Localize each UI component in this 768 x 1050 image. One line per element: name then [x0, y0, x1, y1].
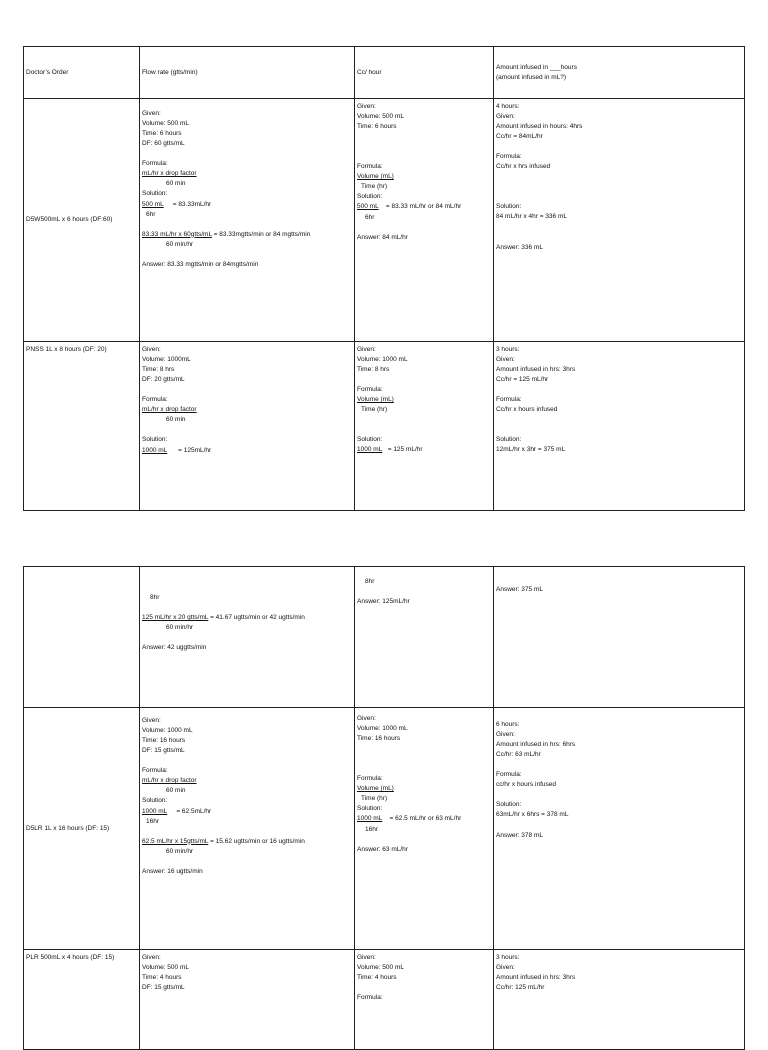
amount-infused-cell: 3 hours: Given: Amount infused in hrs: 3hrs Cc/hr = 125 mL/hr Formula: Cc/hr x hours infused Solution: 12mL/hr x 3hr = 375 mL [494, 342, 745, 511]
cc-hour-cell: Given: Volume: 500 mL Time: 6 hours Formula: Volume (mL) Time (hr) Solution: 500 mL = 83.33 mL/hr or 84 mL/hr 6hr Answer: 84 mL/hr [355, 99, 494, 342]
table-row [24, 99, 745, 342]
cc-hour-cell: 8hr Answer: 125mL/hr [355, 567, 494, 708]
order-continued [24, 567, 140, 708]
order-plr: PLR 500mL x 4 hours (DF: 15) [24, 950, 140, 1050]
order-pnss: PNSS 1L x 8 hours (DF: 20) [24, 342, 140, 511]
header-amount-infused: Amount infused in ___hours (amount infused in mL?) [494, 47, 745, 99]
flow-rate-cell: Given: Volume: 500 mL Time: 4 hours DF: 15 gtts/mL [140, 950, 355, 1050]
amount-infused-cell: 6 hours: Given: Amount infused in hrs: 6hrs Cc/hr: 63 mL/hr Formula: cc/hr x hours infused Solution: 63mL/hr x 6hrs = 378 mL Answer: 378 mL [494, 708, 745, 950]
table-header-row [24, 47, 745, 99]
cc-hour-cell: Given: Volume: 500 mL Time: 4 hours Formula: [355, 950, 494, 1050]
flow-rate-cell: Given: Volume: 1000mL Time: 8 hrs DF: 20 gtts/mL Formula: mL/hr x drop factor 60 min Solution: 1000 mL = 125mL/hr [140, 342, 355, 511]
flow-rate-cell: Given: Volume: 1000 mL Time: 16 hours DF: 15 gtts/mL Formula: mL/hr x drop factor 60 min Solution: 1000 mL = 62.5mL/hr 16hr 62.5 mL/hr x 15gtts/mL = 15.62 ugtts/min or 16 ugtts/min 60 min/hr Answer: 16 ugtts/min [140, 708, 355, 950]
order-d5w: D5W500mL x 6 hours (DF:60) [24, 99, 140, 342]
iv-calculation-table-1 [23, 46, 745, 511]
table-row [24, 950, 745, 1050]
amount-infused-cell: 4 hours: Given: Amount infused in hours: 4hrs Cc/hr = 84mL/hr Formula: Cc/hr x hrs infused Solution: 84 mL/hr x 4hr = 336 mL Answer: 336 mL [494, 99, 745, 342]
table-row [24, 567, 745, 708]
iv-calculation-table-2 [23, 566, 745, 1050]
header-flow-rate: Flow rate (gtts/min) [140, 47, 355, 99]
flow-rate-cell: Given: Volume: 500 mL Time: 6 hours DF: 60 gtts/mL Formula: mL/hr x drop factor 60 min Solution: 500 mL = 83.33mL/hr 6hr 83.33 mL/hr x 60gtts/mL = 83.33mgtts/min or 84 mgtts/min 60 min/hr Answer: 83.33 mgtts/min or 84mgtts/min [140, 99, 355, 342]
amount-infused-cell: 3 hours: Given: Amount infused in hrs: 3hrs Cc/hr: 125 mL/hr [494, 950, 745, 1050]
cc-hour-cell: Given: Volume: 1000 mL Time: 16 hours Formula: Volume (mL) Time (hr) Solution: 1000 mL = 62.5 mL/hr or 63 mL/hr 16hr Answer: 63 mL/hr [355, 708, 494, 950]
order-d5lr: D5LR 1L x 16 hours (DF: 15) [24, 708, 140, 950]
header-doctors-order: Doctor’s Order [24, 47, 140, 99]
amount-infused-cell: Answer: 375 mL [494, 567, 745, 708]
flow-rate-cell: 8hr 125 mL/hr x 20 gtts/mL = 41.67 ugtts/min or 42 ugtts/min 60 min/hr Answer: 42 uggtts/min [140, 567, 355, 708]
header-cc-hour: Cc/ hour [355, 47, 494, 99]
cc-hour-cell: Given: Volume: 1000 mL Time: 8 hrs Formula: Volume (mL) Time (hr) Solution: 1000 mL = 125 mL/hr [355, 342, 494, 511]
table-row [24, 342, 745, 511]
table-row [24, 708, 745, 950]
